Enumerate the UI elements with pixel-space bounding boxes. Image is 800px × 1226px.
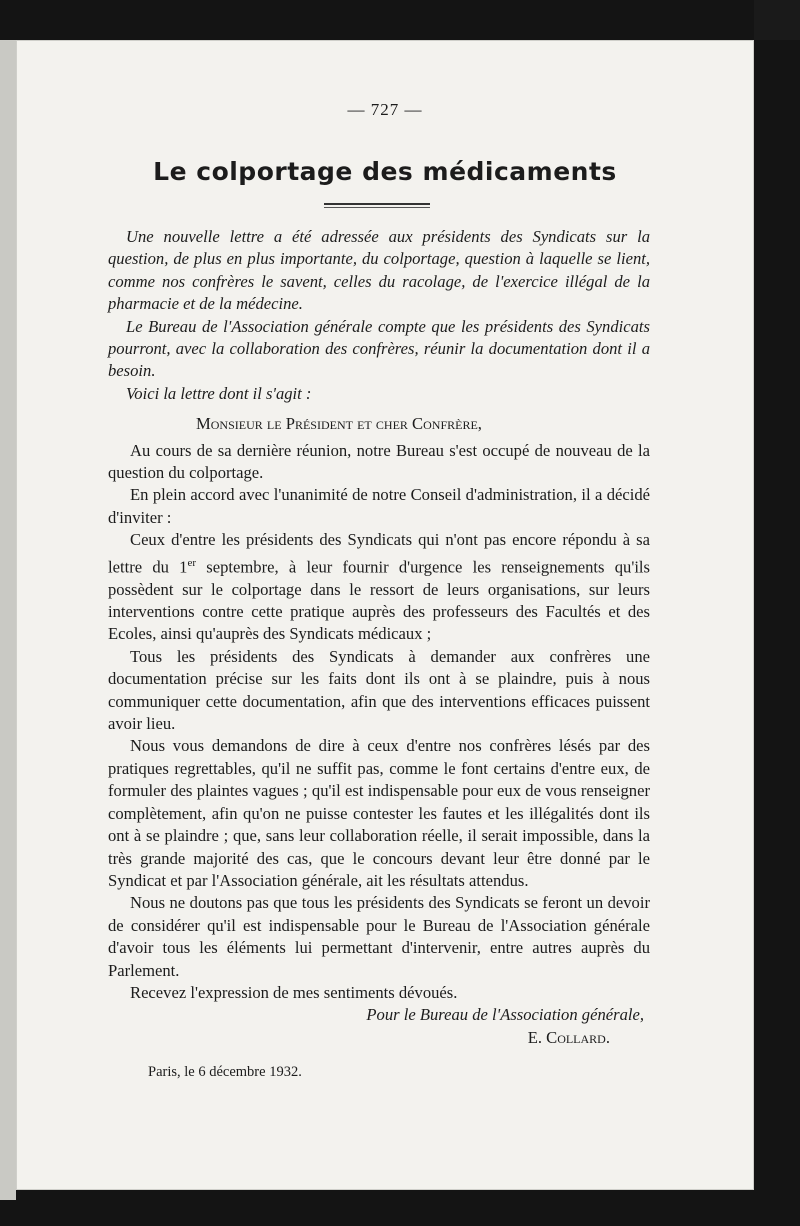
intro-section (108, 226, 650, 405)
title-rule (324, 203, 430, 208)
letter-paragraph (108, 529, 650, 646)
intro-paragraph: Le Bureau de l'Association générale compte que les présidents des Syndicats pourront, avec la collaboration des confrères, réunir la documentation dont il a besoin. (108, 316, 650, 381)
closing-formula: Recevez l'expression de mes sentiments dévoués. (130, 982, 458, 1002)
intro-paragraph: Voici la lettre dont il s'agit : (126, 383, 312, 403)
letter-paragraph: Au cours de sa dernière réunion, notre Bureau s'est occupé de nouveau de la question du colportage. (108, 440, 650, 483)
letter-text: septembre, à leur fournir d'urgence les renseignements qu'ils possèdent sur le colportage dans le ressort de leurs organisations, sur leurs interventions contre cette pratique auprès des professeurs des Facultés et des Ecoles, ainsi qu'auprès des Syndicats médicaux ; (108, 557, 650, 644)
letter-paragraph: En plein accord avec l'unanimité de notre Conseil d'administration, il a décidé d'inviter : (108, 485, 650, 527)
scan-corner (754, 0, 800, 40)
dateline: Paris, le 6 décembre 1932. (148, 1064, 302, 1081)
page-edge (0, 40, 16, 1200)
ordinal-superscript: er (187, 556, 197, 569)
signature-name: E. Collard. (527, 1027, 610, 1047)
page-number: — 727 — (347, 100, 423, 119)
letter-text: Ceux d'entre les présidents des Syndicats qui n'ont pas encore répondu à sa lettre du 1 (108, 530, 650, 577)
article-title: Le colportage des médicaments (153, 157, 617, 186)
intro-paragraph: Une nouvelle lettre a été adressée aux présidents des Syndicats sur la question, de plus en plus importante, du colportage, question à laquelle se lient, comme nos confrères le savent, celles du racolage, de l'exercice illégal de la pharmacie et de la médecine. (108, 227, 650, 314)
letter-paragraph: Nous vous demandons de dire à ceux d'entre nos confrères lésés par des pratiques regrettables, qu'il ne suffit pas, comme le font certains d'entre eux, de formuler des plaintes vagues ; qu'il est indispensable pour eux de vous renseigner complètement, afin qu'on ne puisse contester les fautes et les illégalités dont ils ont à se plaindre ; que, sans leur collaboration réelle, il serait impossible, dans la très grande majorité des cas, que le concours devant leur être donné par le Syndicat et par l'Association générale, ait les résultats attendus. (108, 736, 650, 890)
letter-paragraph: Nous ne doutons pas que tous les présidents des Syndicats se feront un devoir de considérer qu'il est indispensable pour le Bureau de l'Association générale d'avoir tous les éléments lui permettant d'intervenir, entre autres auprès du Parlement. (108, 893, 650, 980)
signature-line: Pour le Bureau de l'Association générale, (366, 1005, 644, 1025)
letter-body (108, 440, 650, 982)
letter-salutation: Monsieur le Président et cher Confrère, (196, 414, 482, 434)
article-body (108, 226, 650, 1084)
document-page (16, 40, 754, 1190)
letter-paragraph: Tous les présidents des Syndicats à demander aux confrères une documentation précise sur les faits dont ils ont à se plaindre, puis à nous communiquer cette documentation, afin que des interventions efficaces puissent avoir lieu. (108, 646, 650, 734)
